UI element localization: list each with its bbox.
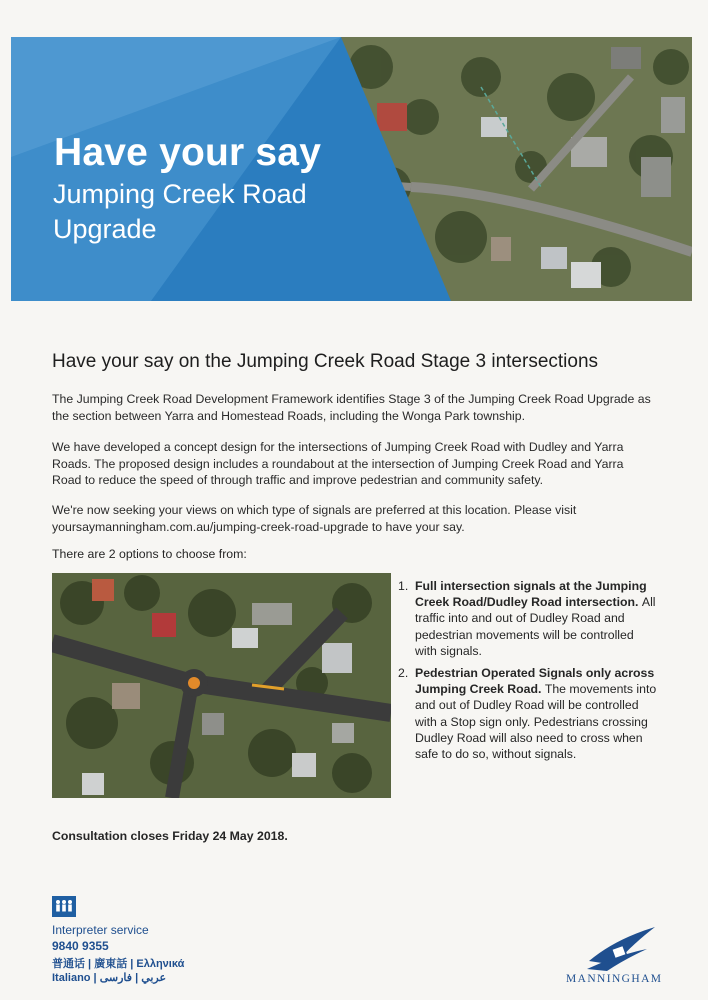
options-list xyxy=(398,578,658,768)
paragraph-seeking-views: We're now seeking your views on which type of signals are preferred at this location. Please visit yoursaymanningham.com.au/jumping-creek-road-upgrade to have your say. xyxy=(52,503,577,534)
option-title: Pedestrian Operated Signals only across Jumping Creek Road. xyxy=(415,666,655,697)
option-text: The movements into and out of Dudley Road will be controlled with a Stop sign only. Pedestrians crossing Dudley Road will also need to cross when safe to do so, without signals. xyxy=(415,682,657,762)
interpreter-label: Interpreter service xyxy=(52,923,149,937)
option-item xyxy=(398,665,658,762)
interpreter-languages-1: 普通话 | 廣東話 | Ελληνικά xyxy=(52,958,185,970)
option-number: 1. xyxy=(398,579,409,593)
manningham-logo-icon xyxy=(585,925,657,971)
option-text: All traffic into and out of Dudley Road and pedestrian movements will be controlled with signals. xyxy=(415,595,656,658)
interpreter-phone: 9840 9355 xyxy=(52,939,109,953)
banner-subtitle: Jumping Creek Road Upgrade xyxy=(53,179,307,244)
consultation-closes: Consultation closes Friday 24 May 2018. xyxy=(52,829,288,843)
section-heading: Have your say on the Jumping Creek Road Stage 3 intersections xyxy=(52,351,599,372)
intersection-aerial-photo xyxy=(52,573,391,798)
paragraph-concept: We have developed a concept design for the intersections of Jumping Creek Road with Dudley and Yarra Roads. The proposed design includes a roundabout at the intersection of Jumping Creek Road and Yarra Road to reduce the speed of through traffic and improve pedestrian and community safety. xyxy=(52,440,624,487)
paragraph-intro: The Jumping Creek Road Development Framework identifies Stage 3 of the Jumping Creek Road Upgrade as the section between Yarra and Homestead Roads, including the Wonga Park township. xyxy=(52,392,651,423)
hero-banner xyxy=(11,37,692,301)
manningham-logo-text: MANNINGHAM xyxy=(566,973,663,985)
options-intro: There are 2 options to choose from: xyxy=(52,547,247,561)
option-item xyxy=(398,578,658,659)
option-title: Full intersection signals at the Jumping Creek Road/Dudley Road intersection. xyxy=(415,579,647,610)
interpreter-icon xyxy=(52,896,76,917)
option-number: 2. xyxy=(398,666,409,681)
interpreter-languages-2: Italiano | عربي | فارسی xyxy=(52,972,167,984)
banner-title: Have your say xyxy=(54,131,322,174)
